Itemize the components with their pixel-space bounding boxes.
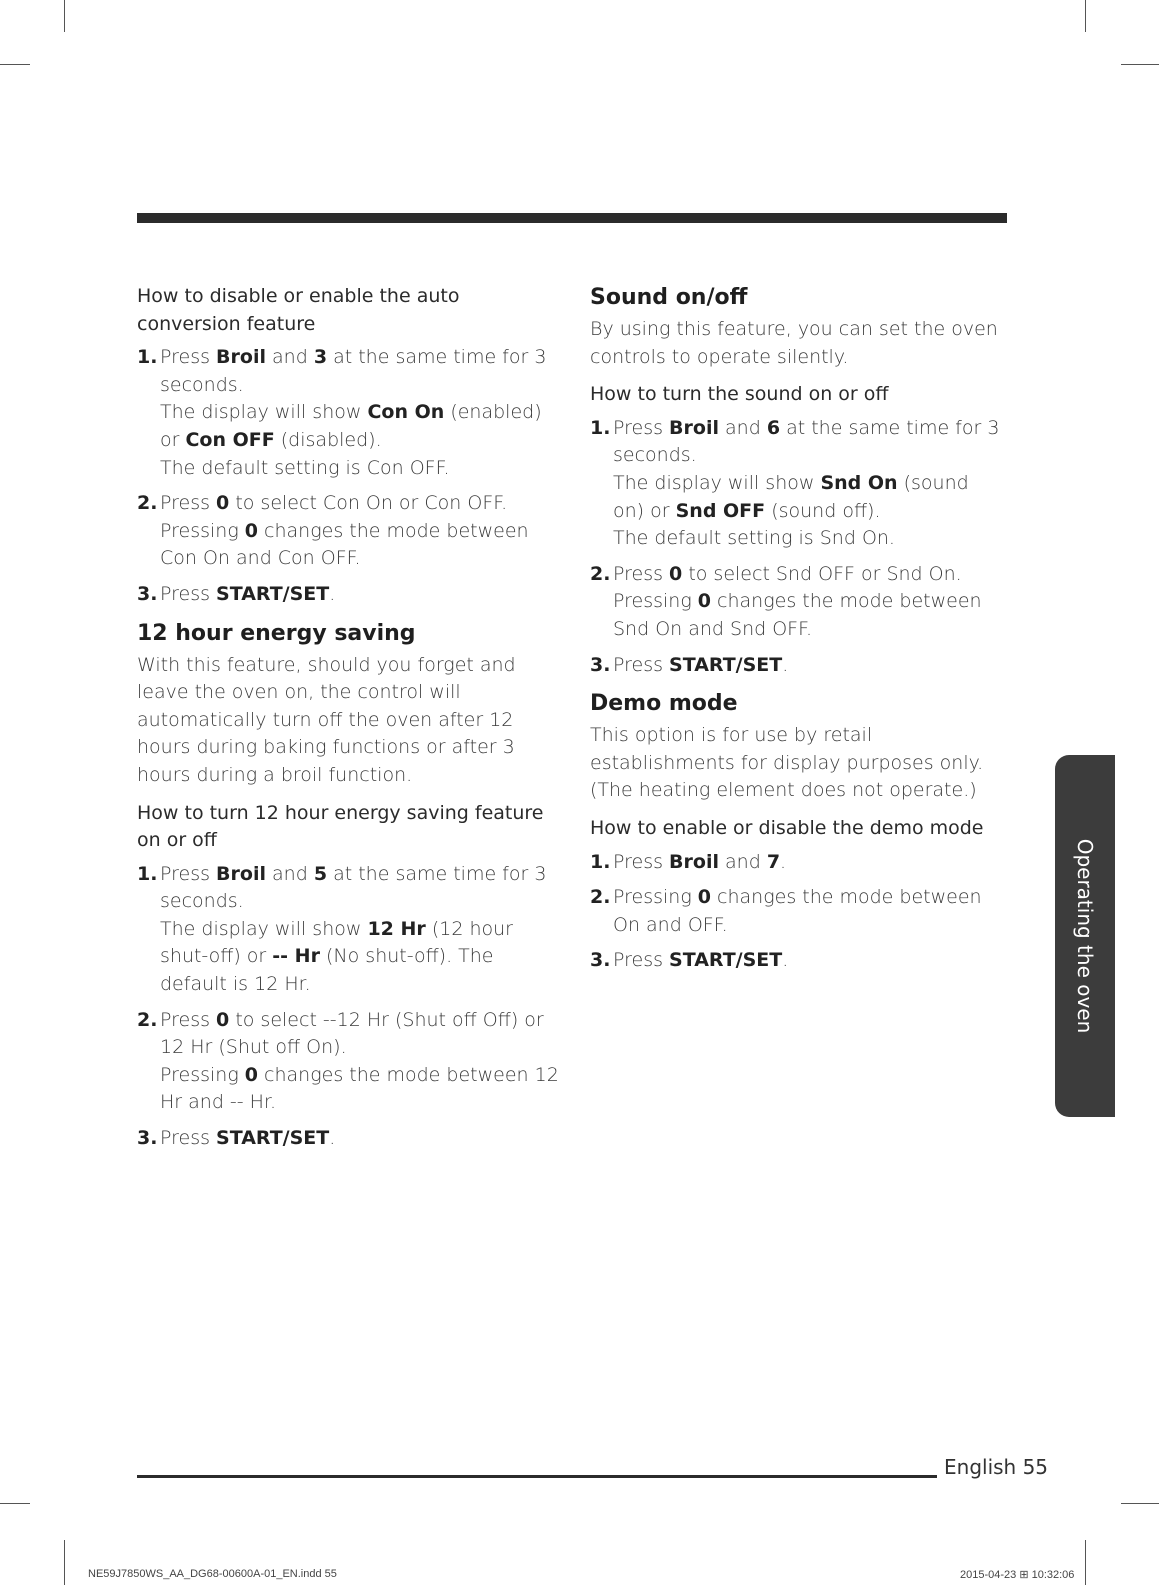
list-item [137,1125,562,1153]
list-item [590,415,1000,553]
list-item [590,947,1000,975]
step-number: 1. [590,416,611,439]
step-line: The default setting is Con OFF. [160,456,450,479]
step-number: 3. [137,1127,158,1150]
step-line: Press Broil and 7. [613,850,787,873]
step-number: 1. [137,346,158,369]
step-number: 2. [590,562,611,585]
step-number: 3. [137,582,158,605]
step-line: Press 0 to select Con On or Con OFF. [160,492,508,515]
list-item [137,490,562,573]
step-line: Press START/SET. [613,653,789,676]
step-number: 1. [590,850,611,873]
crop-mark [1121,64,1159,65]
crop-mark [1121,1503,1159,1504]
print-slug-file: NE59J7850WS_AA_DG68-00600A-01_EN.indd 55 [88,1568,337,1580]
right-column [590,283,1000,983]
list-item [590,849,1000,877]
header-rule [137,213,1007,223]
step-line: Pressing 0 changes the mode between On and OFF. [613,886,982,936]
demo-steps [590,849,1000,975]
step-line: Press START/SET. [160,582,336,605]
chapter-side-tab-label: Operating the oven [1073,838,1097,1034]
step-line: Pressing 0 changes the mode between Snd On and Snd OFF. [613,590,982,640]
section-title-energy-saving: 12 hour energy saving [137,620,416,646]
section-title-demo-mode: Demo mode [590,691,738,717]
sound-steps [590,415,1000,679]
step-line: Press 0 to select Snd OFF or Snd On. [613,562,962,585]
step-number: 3. [590,653,611,676]
footer-rule [137,1475,937,1478]
step-line: The default setting is Snd On. [613,527,895,550]
step-line: Press Broil and 5 at the same time for 3 seconds. [160,862,547,913]
crop-mark [64,1540,65,1585]
sound-subheading: How to turn the sound on or off [590,383,889,406]
step-line: The display will show Con On (enabled) or Con OFF (disabled). [160,401,542,451]
chapter-side-tab [1055,755,1115,1117]
section-title-sound: Sound on/off [590,285,748,310]
step-number: 2. [137,1008,158,1031]
page-number: English 55 [944,1455,1049,1479]
crop-mark [64,0,65,32]
list-item [137,861,562,999]
step-line: Press Broil and 3 at the same time for 3 seconds. [160,346,547,396]
list-item [137,581,562,609]
list-item [590,884,1000,939]
energy-saving-subheading: How to turn 12 hour energy saving feature on or off [137,801,544,852]
list-item [137,344,562,482]
energy-saving-paragraph: With this feature, should you forget and leave the oven on, the control will automatically turn off the oven after 12 hours during baking functions or after 3 hours during a broil function. [137,653,516,786]
energy-saving-steps [137,861,562,1153]
step-number: 1. [137,862,158,885]
step-line: Press 0 to select --12 Hr (Shut off Off) or 12 Hr (Shut off On). [160,1008,544,1059]
list-item [590,561,1000,644]
step-line: Press START/SET. [613,949,789,972]
auto-conversion-steps [137,344,562,608]
crop-mark [0,64,30,65]
step-number: 2. [137,492,158,515]
step-number: 3. [590,949,611,972]
list-item [137,1007,562,1117]
list-item [590,652,1000,680]
step-line: Press Broil and 6 at the same time for 3 seconds. [613,416,1000,467]
crop-mark [1085,0,1086,32]
step-line: Pressing 0 changes the mode between 12 Hr and -- Hr. [160,1063,559,1114]
step-line: The display will show Snd On (sound on) or Snd OFF (sound off). [613,471,969,522]
crop-mark [1085,1540,1086,1585]
print-slug-date: 2015-04-23 ⊞ 10:32:06 [960,1569,1075,1581]
step-number: 2. [590,886,611,909]
step-line: Pressing 0 changes the mode between Con On and Con OFF. [160,519,529,570]
crop-mark [0,1503,30,1504]
left-column [137,283,562,1161]
demo-paragraph: This option is for use by retail establishments for display purposes only. (The heating element does not operate.) [590,724,984,802]
sound-paragraph: By using this feature, you can set the oven controls to operate silently. [590,318,998,368]
step-line: Press START/SET. [160,1127,336,1150]
demo-subheading: How to enable or disable the demo mode [590,816,984,839]
step-line: The display will show 12 Hr (12 hour shut-off) or -- Hr (No shut-off). The default is 12 Hr. [160,917,513,996]
auto-conversion-subheading: How to disable or enable the auto conversion feature [137,285,460,335]
